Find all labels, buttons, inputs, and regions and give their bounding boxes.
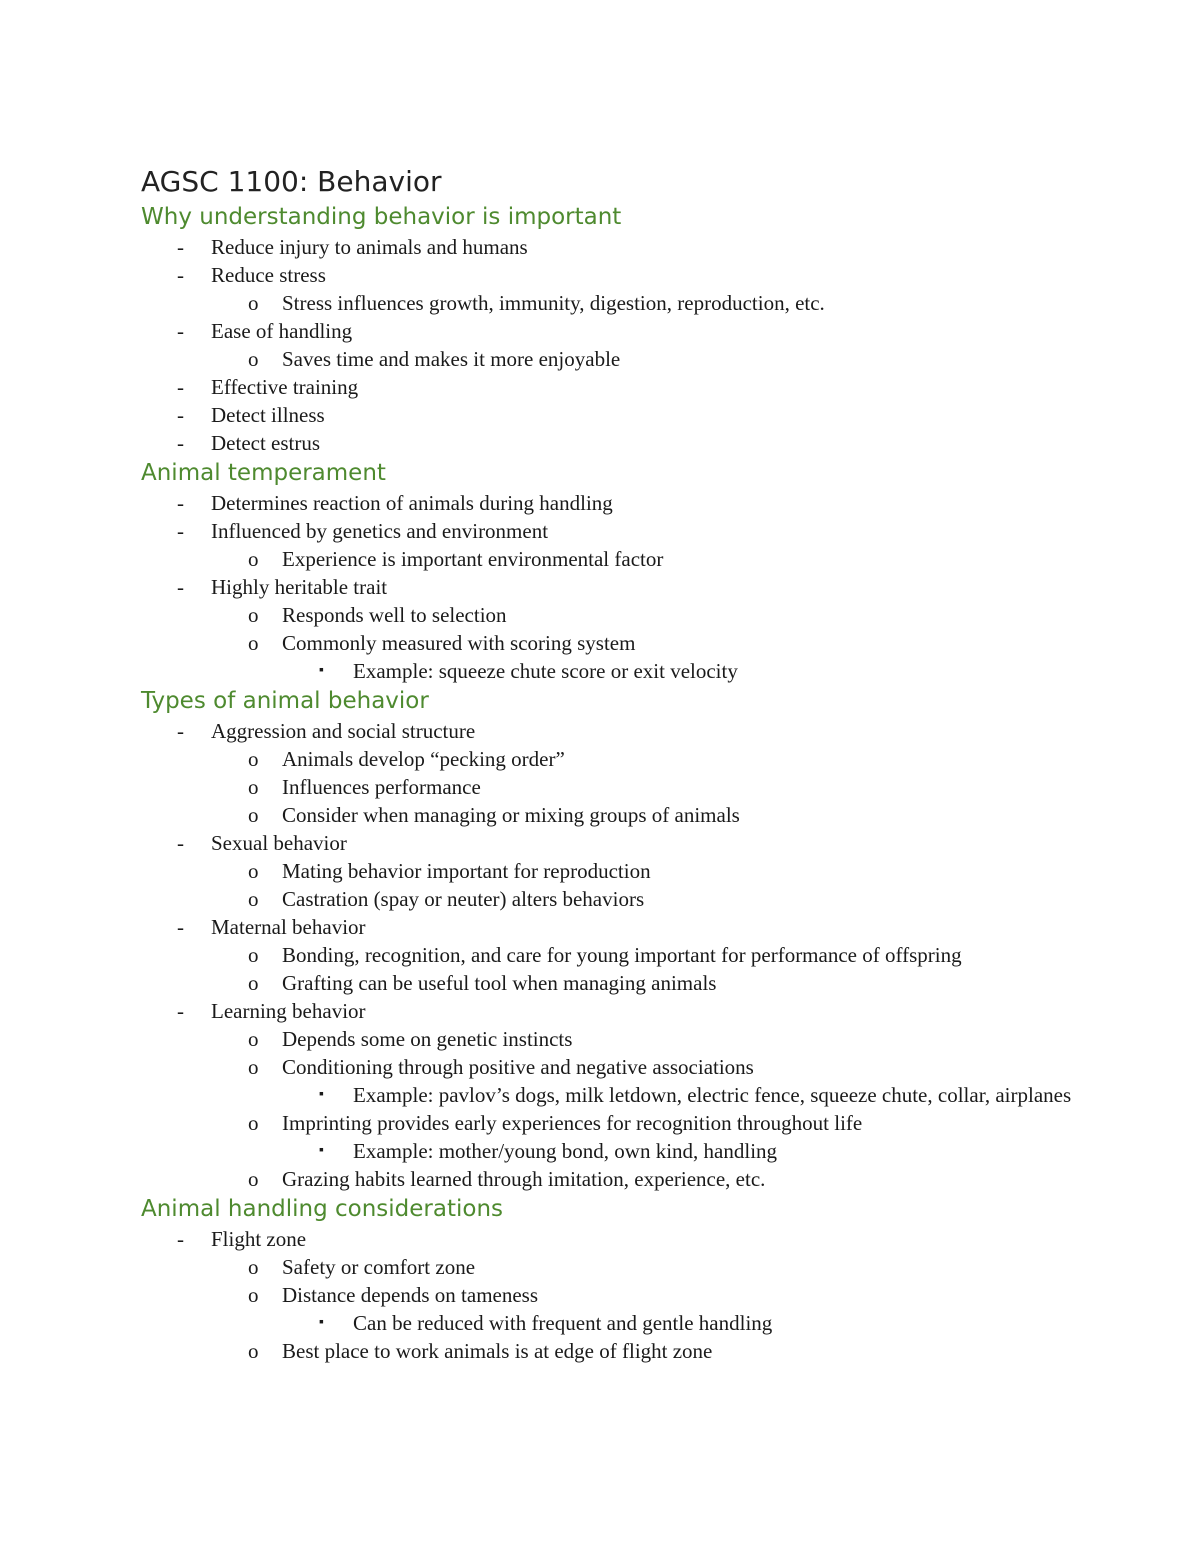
- list-item-text: Stress influences growth, immunity, digestion, reproduction, etc.: [282, 291, 825, 315]
- list-item: [141, 601, 1141, 629]
- list-item-text: Aggression and social structure: [211, 719, 476, 743]
- list-item: [141, 1025, 1141, 1053]
- list-item-text: Conditioning through positive and negative associations: [282, 1055, 754, 1079]
- circle-bullet-icon: o: [248, 603, 259, 627]
- square-bullet-icon: ▪: [319, 1315, 324, 1330]
- circle-bullet-icon: o: [248, 1339, 259, 1363]
- circle-bullet-icon: o: [248, 347, 259, 371]
- dash-bullet-icon: -: [177, 403, 184, 427]
- list-item-text: Consider when managing or mixing groups of animals: [282, 803, 740, 827]
- list-item: [141, 745, 1141, 773]
- list-item: [141, 1081, 1141, 1109]
- list-item: [141, 373, 1141, 401]
- bullet-list: [141, 489, 1141, 685]
- list-item: [141, 717, 1141, 745]
- circle-bullet-icon: o: [248, 887, 259, 911]
- list-item: [141, 489, 1141, 517]
- list-item-text: Sexual behavior: [211, 831, 347, 855]
- bullet-list: [141, 717, 1141, 1193]
- list-item: [141, 1253, 1141, 1281]
- list-item-text: Reduce injury to animals and humans: [211, 235, 528, 259]
- list-item-text: Commonly measured with scoring system: [282, 631, 636, 655]
- list-item-text: Example: mother/young bond, own kind, handling: [353, 1139, 778, 1163]
- list-item-text: Learning behavior: [211, 999, 366, 1023]
- list-item-text: Can be reduced with frequent and gentle handling: [353, 1311, 773, 1335]
- dash-bullet-icon: -: [177, 519, 184, 543]
- section: [141, 1193, 1141, 1365]
- list-item-text: Bonding, recognition, and care for young important for performance of offspring: [282, 943, 962, 967]
- list-item: [141, 857, 1141, 885]
- list-item-text: Castration (spay or neuter) alters behaviors: [282, 887, 645, 911]
- section-heading: Animal handling considerations: [141, 1196, 504, 1222]
- list-item: [141, 1137, 1141, 1165]
- list-item-text: Example: pavlov’s dogs, milk letdown, electric fence, squeeze chute, collar, airplanes: [353, 1083, 1072, 1107]
- list-item: [141, 1281, 1141, 1309]
- list-item: [141, 261, 1141, 289]
- list-item: [141, 1225, 1141, 1253]
- list-item: [141, 1309, 1141, 1337]
- section-heading: Types of animal behavior: [141, 688, 429, 714]
- list-item-text: Determines reaction of animals during handling: [211, 491, 613, 515]
- dash-bullet-icon: -: [177, 263, 184, 287]
- list-item: [141, 997, 1141, 1025]
- list-item-text: Safety or comfort zone: [282, 1255, 476, 1279]
- circle-bullet-icon: o: [248, 1283, 259, 1307]
- circle-bullet-icon: o: [248, 803, 259, 827]
- list-item: [141, 573, 1141, 601]
- list-item: [141, 545, 1141, 573]
- list-item: [141, 233, 1141, 261]
- dash-bullet-icon: -: [177, 915, 184, 939]
- list-item: [141, 1053, 1141, 1081]
- section: [141, 457, 1141, 685]
- list-item: [141, 629, 1141, 657]
- list-item: [141, 345, 1141, 373]
- list-item: [141, 429, 1141, 457]
- dash-bullet-icon: -: [177, 831, 184, 855]
- document-page: [141, 163, 1141, 1365]
- dash-bullet-icon: -: [177, 319, 184, 343]
- list-item-text: Reduce stress: [211, 263, 326, 287]
- list-item-text: Influenced by genetics and environment: [211, 519, 549, 543]
- list-item: [141, 941, 1141, 969]
- square-bullet-icon: ▪: [319, 1143, 324, 1158]
- list-item-text: Effective training: [211, 375, 359, 399]
- list-item-text: Responds well to selection: [282, 603, 507, 627]
- list-item: [141, 1165, 1141, 1193]
- list-item-text: Influences performance: [282, 775, 481, 799]
- dash-bullet-icon: -: [177, 999, 184, 1023]
- circle-bullet-icon: o: [248, 631, 259, 655]
- circle-bullet-icon: o: [248, 1255, 259, 1279]
- section-heading: Why understanding behavior is important: [141, 204, 622, 230]
- list-item-text: Grafting can be useful tool when managing animals: [282, 971, 717, 995]
- list-item: [141, 1337, 1141, 1365]
- circle-bullet-icon: o: [248, 943, 259, 967]
- list-item: [141, 289, 1141, 317]
- list-item-text: Flight zone: [211, 1227, 307, 1251]
- list-item: [141, 801, 1141, 829]
- section: [141, 201, 1141, 457]
- list-item-text: Animals develop “pecking order”: [282, 747, 565, 771]
- list-item: [141, 829, 1141, 857]
- bullet-list: [141, 233, 1141, 457]
- section: [141, 685, 1141, 1193]
- list-item: [141, 773, 1141, 801]
- list-item-text: Maternal behavior: [211, 915, 366, 939]
- dash-bullet-icon: -: [177, 575, 184, 599]
- list-item: [141, 913, 1141, 941]
- circle-bullet-icon: o: [248, 1055, 259, 1079]
- document-sections: [141, 201, 1141, 1365]
- list-item-text: Saves time and makes it more enjoyable: [282, 347, 621, 371]
- square-bullet-icon: ▪: [319, 1087, 324, 1102]
- circle-bullet-icon: o: [248, 859, 259, 883]
- list-item-text: Mating behavior important for reproduction: [282, 859, 651, 883]
- list-item: [141, 885, 1141, 913]
- list-item: [141, 657, 1141, 685]
- document-title: AGSC 1100: Behavior: [141, 165, 442, 198]
- circle-bullet-icon: o: [248, 1167, 259, 1191]
- circle-bullet-icon: o: [248, 291, 259, 315]
- circle-bullet-icon: o: [248, 971, 259, 995]
- section-heading: Animal temperament: [141, 460, 386, 486]
- circle-bullet-icon: o: [248, 747, 259, 771]
- list-item-text: Best place to work animals is at edge of flight zone: [282, 1339, 713, 1363]
- list-item: [141, 969, 1141, 997]
- bullet-list: [141, 1225, 1141, 1365]
- dash-bullet-icon: -: [177, 235, 184, 259]
- list-item-text: Detect illness: [211, 403, 325, 427]
- dash-bullet-icon: -: [177, 719, 184, 743]
- circle-bullet-icon: o: [248, 775, 259, 799]
- list-item-text: Example: squeeze chute score or exit velocity: [353, 659, 738, 683]
- dash-bullet-icon: -: [177, 431, 184, 455]
- list-item-text: Distance depends on tameness: [282, 1283, 539, 1307]
- list-item-text: Experience is important environmental factor: [282, 547, 664, 571]
- list-item-text: Imprinting provides early experiences for recognition throughout life: [282, 1111, 863, 1135]
- list-item-text: Detect estrus: [211, 431, 321, 455]
- circle-bullet-icon: o: [248, 1111, 259, 1135]
- list-item: [141, 401, 1141, 429]
- list-item-text: Ease of handling: [211, 319, 353, 343]
- list-item-text: Grazing habits learned through imitation, experience, etc.: [282, 1167, 766, 1191]
- circle-bullet-icon: o: [248, 547, 259, 571]
- square-bullet-icon: ▪: [319, 663, 324, 678]
- list-item: [141, 317, 1141, 345]
- dash-bullet-icon: -: [177, 491, 184, 515]
- dash-bullet-icon: -: [177, 1227, 184, 1251]
- list-item-text: Depends some on genetic instincts: [282, 1027, 573, 1051]
- list-item-text: Highly heritable trait: [211, 575, 388, 599]
- circle-bullet-icon: o: [248, 1027, 259, 1051]
- dash-bullet-icon: -: [177, 375, 184, 399]
- list-item: [141, 517, 1141, 545]
- list-item: [141, 1109, 1141, 1137]
